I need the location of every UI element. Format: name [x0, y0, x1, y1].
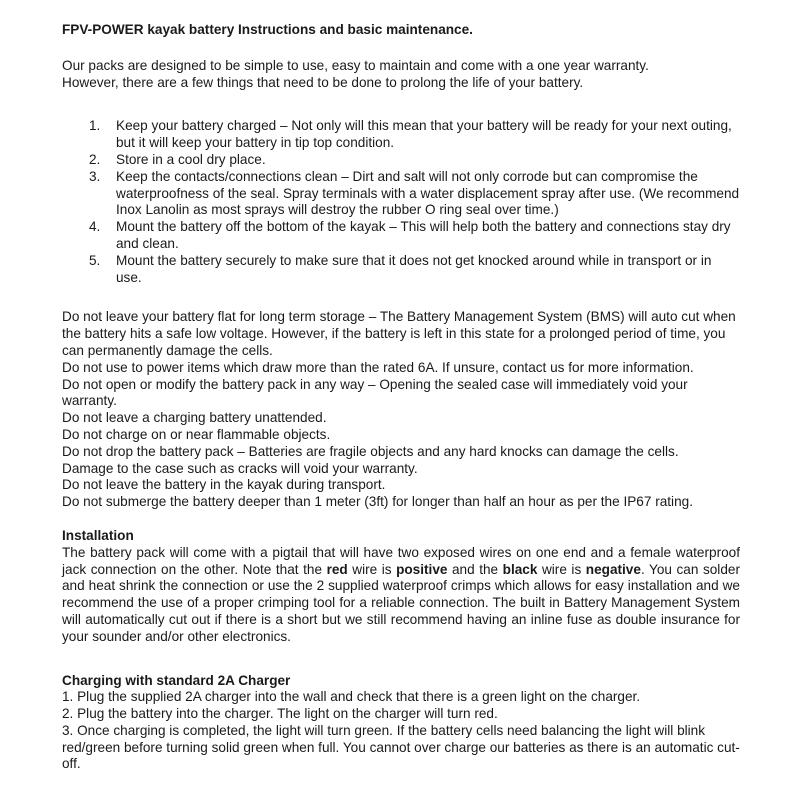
list-item-text: Store in a cool dry place.	[116, 151, 266, 167]
installation-text: . You can solder and heat shrink the connection or use the 2 supplied waterproof crimps which allows for easy installation and we recommend the use of a proper crimping tool for a reliable connection. The built in Battery Management System will automatically cut out if there is a short but we still recommend having an inline fuse as double insurance for your sounder and/or other electronics.	[62, 561, 740, 644]
installation-paragraph	[62, 545, 740, 646]
warning-line: Do not submerge the battery deeper than 1 meter (3ft) for longer than half an hour as per the IP67 rating.	[62, 494, 693, 510]
warning-line: Do not charge on or near flammable objects.	[62, 426, 331, 442]
black-wire-label: black	[502, 561, 538, 577]
warning-line: Do not use to power items which draw more than the rated 6A. If unsure, contact us for more information.	[62, 359, 694, 375]
charging-step: 2. Plug the battery into the charger. The light on the charger will turn red.	[62, 706, 498, 722]
list-item	[62, 169, 740, 219]
list-item	[62, 152, 740, 169]
maintenance-steps-list	[62, 118, 740, 286]
list-item	[62, 253, 740, 287]
list-item-number: 3.	[89, 168, 101, 184]
list-item-text: Mount the battery securely to make sure that it does not get knocked around while in transport or in use.	[116, 252, 712, 285]
installation-text: wire is	[347, 561, 397, 577]
negative-label: negative	[585, 561, 641, 577]
list-item-number: 5.	[89, 252, 101, 268]
installation-text: and the	[447, 561, 503, 577]
red-wire-label: red	[326, 561, 348, 577]
charging-heading: Charging with standard 2A Charger	[62, 672, 291, 688]
warning-line: Do not leave the battery in the kayak during transport.	[62, 477, 386, 493]
document-page	[62, 22, 740, 773]
list-item-number: 1.	[89, 118, 101, 134]
intro-line: Our packs are designed to be simple to use, easy to maintain and come with a one year warranty.	[62, 57, 649, 73]
intro-line: However, there are a few things that need to be done to prolong the life of your battery.	[62, 74, 584, 90]
list-item-text: Keep your battery charged – Not only will this mean that your battery will be ready for your next outing, but it will keep your battery in tip top condition.	[116, 118, 732, 151]
warning-line: Do not leave a charging battery unattended.	[62, 410, 327, 426]
warning-line: Damage to the case such as cracks will void your warranty.	[62, 460, 418, 476]
list-item	[62, 118, 740, 152]
warning-line: Do not leave your battery flat for long term storage – The Battery Management System (BMS) will auto cut when the battery hits a safe low voltage. However, if the battery is left in this state for a prolonged period of time, you can permanently damage the cells.	[62, 309, 736, 358]
installation-heading: Installation	[62, 527, 134, 543]
intro-paragraph	[62, 58, 740, 92]
positive-label: positive	[396, 561, 448, 577]
list-item-text: Mount the battery off the bottom of the kayak – This will help both the battery and connections stay dry and clean.	[116, 219, 731, 251]
warning-line: Do not open or modify the battery pack in any way – Opening the sealed case will immediately void your warranty.	[62, 376, 688, 409]
document-title: FPV-POWER kayak battery Instructions and basic maintenance.	[62, 22, 473, 37]
list-item-number: 2.	[89, 151, 101, 167]
warning-line: Do not drop the battery pack – Batteries are fragile objects and any hard knocks can damage the cells.	[62, 443, 679, 459]
installation-text: The battery pack will come with a pigtail that will have two exposed wires on one end and a female waterproof jack connection on the other. Note that the	[62, 544, 740, 577]
list-item	[62, 219, 740, 253]
list-item-number: 4.	[89, 219, 101, 235]
charging-step: 3. Once charging is completed, the light will turn green. If the battery cells need balancing the light will blink red/green before turning solid green when full. You cannot over charge our batteries as there is an automatic cut-off.	[62, 722, 740, 772]
installation-text: wire is	[537, 561, 586, 577]
list-item-text: Keep the contacts/connections clean – Dirt and salt will not only corrode but can compromise the waterproofness of the seal. Spray terminals with a water displacement spray after use. (We recommend Inox Lanolin as most sprays will destroy the rubber O ring seal over time.)	[116, 168, 740, 218]
warnings-section	[62, 309, 740, 511]
charging-step: 1. Plug the supplied 2A charger into the wall and check that there is a green light on the charger.	[62, 689, 641, 705]
